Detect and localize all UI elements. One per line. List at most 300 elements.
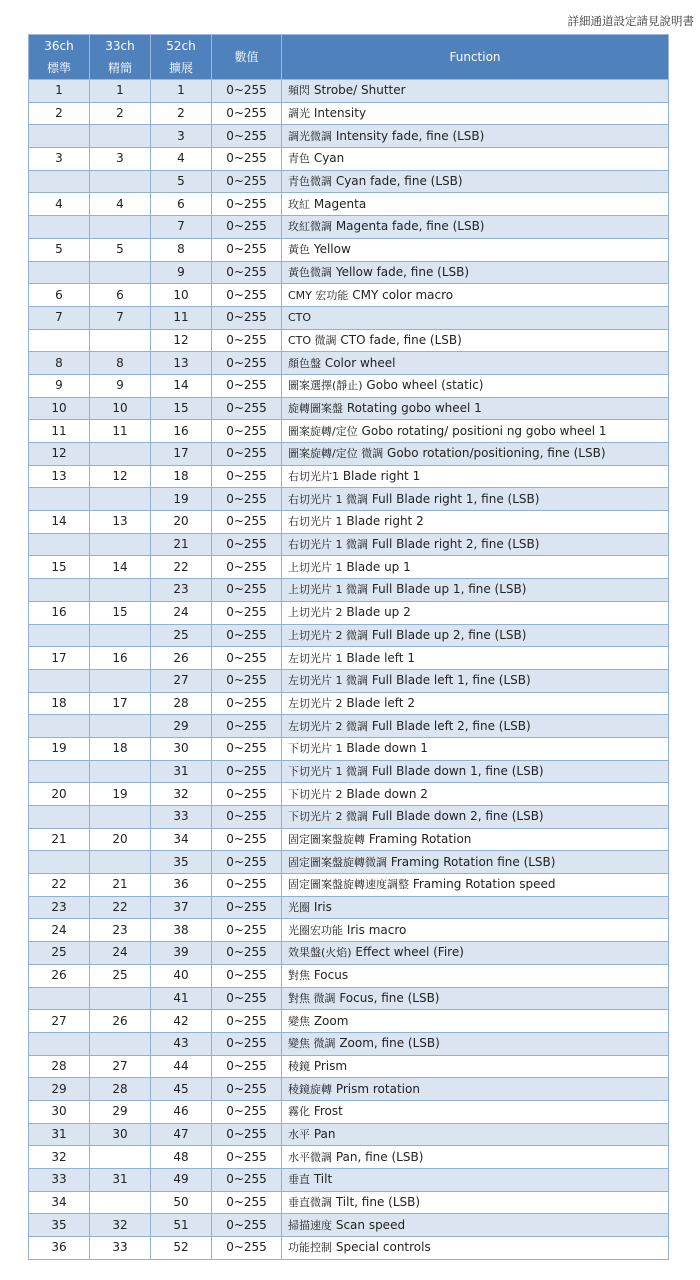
function-english: Framing Rotation speed [412, 877, 556, 892]
channel-52ch: 49 [151, 1169, 212, 1192]
channel-33ch: 6 [90, 284, 151, 307]
channel-33ch [90, 443, 151, 466]
function-chinese: 調光 [288, 107, 310, 121]
function-cell [282, 692, 669, 715]
function-chinese: 旋轉圖案盤 [288, 401, 343, 415]
channel-52ch: 45 [151, 1078, 212, 1101]
channel-33ch [90, 216, 151, 239]
function-chinese: 下切光片 2 [288, 787, 343, 801]
channel-52ch: 31 [151, 760, 212, 783]
channel-36ch: 4 [29, 193, 90, 216]
channel-33ch: 26 [90, 1010, 151, 1033]
table-row [29, 102, 669, 125]
table-row [29, 533, 669, 556]
channel-33ch: 30 [90, 1123, 151, 1146]
function-english: Tilt [313, 1172, 333, 1187]
function-chinese: 變焦 [288, 1014, 310, 1028]
table-row [29, 306, 669, 329]
function-cell [282, 238, 669, 261]
channel-36ch [29, 851, 90, 874]
channel-52ch: 4 [151, 148, 212, 171]
function-english: Pan [313, 1126, 336, 1141]
table-row [29, 193, 669, 216]
channel-33ch: 18 [90, 737, 151, 760]
function-chinese: 光圈宏功能 [288, 923, 343, 937]
channel-33ch [90, 1191, 151, 1214]
function-cell [282, 806, 669, 829]
function-english: Scan speed [335, 1217, 406, 1232]
channel-33ch: 20 [90, 828, 151, 851]
table-row [29, 238, 669, 261]
table-row [29, 284, 669, 307]
channel-52ch: 46 [151, 1100, 212, 1123]
dmx-value-range: 0~255 [212, 284, 282, 307]
function-english: Frost [313, 1104, 343, 1119]
channel-33ch: 17 [90, 692, 151, 715]
channel-52ch: 44 [151, 1055, 212, 1078]
function-cell [282, 1191, 669, 1214]
channel-52ch: 17 [151, 443, 212, 466]
function-cell [282, 828, 669, 851]
channel-33ch: 5 [90, 238, 151, 261]
table-row [29, 624, 669, 647]
function-cell [282, 942, 669, 965]
function-cell [282, 874, 669, 897]
dmx-value-range: 0~255 [212, 987, 282, 1010]
table-row [29, 1146, 669, 1169]
table-row [29, 443, 669, 466]
table-row [29, 261, 669, 284]
function-cell [282, 896, 669, 919]
function-chinese: 上切光片 1 微調 [288, 583, 368, 597]
dmx-value-range: 0~255 [212, 102, 282, 125]
table-header-row [29, 35, 669, 80]
function-chinese: 水平 [288, 1127, 310, 1141]
dmx-value-range: 0~255 [212, 783, 282, 806]
channel-36ch: 35 [29, 1214, 90, 1237]
function-chinese: 上切光片 2 微調 [288, 628, 368, 642]
function-cell [282, 647, 669, 670]
function-english: Cyan [313, 151, 345, 166]
channel-52ch: 13 [151, 352, 212, 375]
function-chinese: 變焦 微調 [288, 1037, 336, 1051]
channel-52ch: 50 [151, 1191, 212, 1214]
channel-52ch: 34 [151, 828, 212, 851]
function-chinese: 左切光片 2 微調 [288, 719, 368, 733]
function-chinese: 頻閃 [288, 84, 310, 98]
dmx-value-range: 0~255 [212, 942, 282, 965]
channel-33ch [90, 851, 151, 874]
function-chinese: 左切光片 1 微調 [288, 674, 368, 688]
table-row [29, 1032, 669, 1055]
channel-33ch [90, 579, 151, 602]
channel-52ch: 15 [151, 397, 212, 420]
function-english: Gobo rotation/positioning, fine (LSB) [387, 446, 606, 461]
dmx-value-range: 0~255 [212, 1100, 282, 1123]
channel-33ch: 2 [90, 102, 151, 125]
channel-33ch: 8 [90, 352, 151, 375]
table-row [29, 1100, 669, 1123]
function-cell [282, 148, 669, 171]
dmx-value-range: 0~255 [212, 1010, 282, 1033]
dmx-value-range: 0~255 [212, 1214, 282, 1237]
table-row [29, 1055, 669, 1078]
channel-36ch: 18 [29, 692, 90, 715]
function-english: Zoom, fine (LSB) [339, 1036, 440, 1051]
dmx-value-range: 0~255 [212, 1191, 282, 1214]
dmx-value-range: 0~255 [212, 806, 282, 829]
dmx-value-range: 0~255 [212, 238, 282, 261]
function-english: Blade right 1 [342, 469, 421, 484]
function-cell [282, 1123, 669, 1146]
function-cell [282, 352, 669, 375]
channel-52ch: 43 [151, 1032, 212, 1055]
table-row [29, 1214, 669, 1237]
dmx-value-range: 0~255 [212, 533, 282, 556]
channel-36ch: 29 [29, 1078, 90, 1101]
channel-52ch: 19 [151, 488, 212, 511]
function-chinese: 上切光片 1 [288, 560, 343, 574]
channel-36ch: 22 [29, 874, 90, 897]
function-english: Blade right 2 [346, 514, 424, 529]
function-english: Effect wheel (Fire) [355, 945, 464, 960]
function-cell [282, 1146, 669, 1169]
table-row [29, 806, 669, 829]
channel-36ch: 8 [29, 352, 90, 375]
table-row [29, 80, 669, 103]
function-english: Special controls [335, 1240, 431, 1255]
channel-36ch: 27 [29, 1010, 90, 1033]
dmx-value-range: 0~255 [212, 1123, 282, 1146]
dmx-value-range: 0~255 [212, 851, 282, 874]
function-chinese: 右切光片 1 微調 [288, 538, 368, 552]
table-row [29, 125, 669, 148]
dmx-value-range: 0~255 [212, 352, 282, 375]
channel-36ch: 16 [29, 601, 90, 624]
channel-33ch: 27 [90, 1055, 151, 1078]
function-cell [282, 579, 669, 602]
function-chinese: 效果盤(火焰) [288, 946, 352, 960]
dmx-value-range: 0~255 [212, 443, 282, 466]
channel-36ch [29, 579, 90, 602]
channel-36ch: 13 [29, 465, 90, 488]
table-row [29, 692, 669, 715]
table-row [29, 669, 669, 692]
function-cell [282, 715, 669, 738]
table-row [29, 737, 669, 760]
table-row [29, 579, 669, 602]
channel-52ch: 1 [151, 80, 212, 103]
channel-33ch [90, 170, 151, 193]
channel-36ch: 31 [29, 1123, 90, 1146]
channel-52ch: 47 [151, 1123, 212, 1146]
channel-33ch [90, 488, 151, 511]
channel-36ch: 17 [29, 647, 90, 670]
channel-33ch [90, 624, 151, 647]
function-chinese: 玫紅微調 [288, 220, 332, 234]
function-cell [282, 420, 669, 443]
function-english: Cyan fade, fine (LSB) [335, 174, 463, 189]
channel-33ch: 3 [90, 148, 151, 171]
table-row [29, 352, 669, 375]
function-cell [282, 284, 669, 307]
table-row [29, 1078, 669, 1101]
function-chinese: 水平微調 [288, 1150, 332, 1164]
channel-52ch: 6 [151, 193, 212, 216]
function-english: Blade left 1 [346, 650, 415, 665]
channel-33ch: 14 [90, 556, 151, 579]
table-row [29, 216, 669, 239]
function-cell [282, 397, 669, 420]
table-row [29, 942, 669, 965]
dmx-value-range: 0~255 [212, 1055, 282, 1078]
channel-52ch: 24 [151, 601, 212, 624]
channel-36ch [29, 216, 90, 239]
function-english: CMY color macro [352, 287, 454, 302]
channel-52ch: 5 [151, 170, 212, 193]
dmx-value-range: 0~255 [212, 1237, 282, 1260]
dmx-value-range: 0~255 [212, 737, 282, 760]
channel-52ch: 11 [151, 306, 212, 329]
channel-36ch: 2 [29, 102, 90, 125]
function-cell [282, 964, 669, 987]
channel-36ch: 30 [29, 1100, 90, 1123]
channel-52ch: 35 [151, 851, 212, 874]
function-cell [282, 783, 669, 806]
function-english: Yellow [313, 242, 351, 257]
dmx-value-range: 0~255 [212, 579, 282, 602]
function-chinese: 黃色微調 [288, 265, 332, 279]
table-row [29, 851, 669, 874]
channel-33ch: 10 [90, 397, 151, 420]
function-cell [282, 851, 669, 874]
channel-52ch: 12 [151, 329, 212, 352]
function-cell [282, 465, 669, 488]
header-36ch: 36ch 標準 [29, 35, 90, 80]
function-english: Full Blade right 2, fine (LSB) [371, 537, 540, 552]
channel-52ch: 2 [151, 102, 212, 125]
function-chinese: 青色微調 [288, 175, 332, 189]
function-english: Prism [313, 1058, 348, 1073]
function-chinese: 垂直 [288, 1173, 310, 1187]
channel-36ch: 34 [29, 1191, 90, 1214]
dmx-value-range: 0~255 [212, 760, 282, 783]
function-chinese: CTO 微調 [288, 333, 337, 347]
function-english: Framing Rotation [368, 832, 472, 847]
dmx-value-range: 0~255 [212, 216, 282, 239]
channel-36ch: 23 [29, 896, 90, 919]
dmx-value-range: 0~255 [212, 420, 282, 443]
function-chinese: 左切光片 1 [288, 651, 343, 665]
manual-reference-note: 詳細通道設定請見說明書 [567, 14, 694, 28]
channel-33ch: 19 [90, 783, 151, 806]
channel-36ch [29, 624, 90, 647]
function-chinese: 左切光片 2 [288, 696, 343, 710]
function-english: Magenta [313, 196, 367, 211]
dmx-value-range: 0~255 [212, 964, 282, 987]
function-cell [282, 511, 669, 534]
function-english: Blade down 1 [346, 741, 428, 756]
dmx-value-range: 0~255 [212, 397, 282, 420]
table-row [29, 148, 669, 171]
function-chinese: 玫紅 [288, 197, 310, 211]
function-chinese: CTO [288, 311, 312, 325]
channel-36ch [29, 806, 90, 829]
function-english: Full Blade down 2, fine (LSB) [371, 809, 544, 824]
channel-36ch: 32 [29, 1146, 90, 1169]
function-english: Strobe/ Shutter [313, 83, 406, 98]
table-row [29, 783, 669, 806]
dmx-value-range: 0~255 [212, 170, 282, 193]
function-english: Focus, fine (LSB) [339, 990, 440, 1005]
table-row [29, 987, 669, 1010]
function-cell [282, 760, 669, 783]
dmx-value-range: 0~255 [212, 556, 282, 579]
function-cell [282, 374, 669, 397]
function-chinese: 對焦 微調 [288, 991, 336, 1005]
function-chinese: 功能控制 [288, 1241, 332, 1255]
channel-33ch: 21 [90, 874, 151, 897]
channel-36ch: 28 [29, 1055, 90, 1078]
table-row [29, 647, 669, 670]
dmx-value-range: 0~255 [212, 511, 282, 534]
dmx-value-range: 0~255 [212, 488, 282, 511]
channel-33ch: 4 [90, 193, 151, 216]
function-chinese: 下切光片 2 微調 [288, 810, 368, 824]
channel-52ch: 20 [151, 511, 212, 534]
channel-36ch: 25 [29, 942, 90, 965]
table-row [29, 1237, 669, 1260]
channel-52ch: 40 [151, 964, 212, 987]
channel-36ch [29, 329, 90, 352]
channel-52ch: 37 [151, 896, 212, 919]
channel-33ch: 1 [90, 80, 151, 103]
function-cell [282, 80, 669, 103]
channel-52ch: 10 [151, 284, 212, 307]
channel-52ch: 14 [151, 374, 212, 397]
channel-52ch: 21 [151, 533, 212, 556]
channel-36ch: 15 [29, 556, 90, 579]
function-chinese: 固定圖案盤旋轉微調 [288, 855, 387, 869]
table-row [29, 715, 669, 738]
table-row [29, 896, 669, 919]
channel-33ch: 28 [90, 1078, 151, 1101]
function-english: Intensity fade, fine (LSB) [335, 128, 485, 143]
function-chinese: CMY 宏功能 [288, 288, 349, 302]
channel-52ch: 9 [151, 261, 212, 284]
function-cell [282, 443, 669, 466]
channel-36ch: 33 [29, 1169, 90, 1192]
function-cell [282, 624, 669, 647]
function-english: Rotating gobo wheel 1 [346, 400, 482, 415]
channel-36ch [29, 533, 90, 556]
function-chinese: 圖案旋轉/定位 [288, 424, 358, 438]
channel-33ch: 16 [90, 647, 151, 670]
function-cell [282, 737, 669, 760]
table-row [29, 556, 669, 579]
channel-52ch: 42 [151, 1010, 212, 1033]
channel-33ch: 24 [90, 942, 151, 965]
header-52ch: 52ch 擴展 [151, 35, 212, 80]
function-chinese: 右切光片1 [288, 470, 339, 484]
channel-33ch: 23 [90, 919, 151, 942]
dmx-value-range: 0~255 [212, 692, 282, 715]
function-cell [282, 306, 669, 329]
channel-52ch: 48 [151, 1146, 212, 1169]
channel-33ch: 25 [90, 964, 151, 987]
function-chinese: 光圈 [288, 901, 310, 915]
channel-36ch [29, 125, 90, 148]
dmx-value-range: 0~255 [212, 1146, 282, 1169]
function-english: Blade down 2 [346, 786, 428, 801]
dmx-value-range: 0~255 [212, 193, 282, 216]
dmx-value-range: 0~255 [212, 919, 282, 942]
channel-33ch [90, 533, 151, 556]
function-english: Full Blade up 1, fine (LSB) [371, 582, 527, 597]
function-english: Magenta fade, fine (LSB) [335, 219, 485, 234]
function-chinese: 下切光片 1 微調 [288, 764, 368, 778]
dmx-value-range: 0~255 [212, 80, 282, 103]
function-cell [282, 102, 669, 125]
function-chinese: 右切光片 1 [288, 515, 343, 529]
channel-36ch [29, 715, 90, 738]
function-english: Prism rotation [335, 1081, 420, 1096]
function-cell [282, 329, 669, 352]
function-cell [282, 261, 669, 284]
channel-33ch [90, 1146, 151, 1169]
dmx-value-range: 0~255 [212, 715, 282, 738]
table-row [29, 374, 669, 397]
channel-36ch: 19 [29, 737, 90, 760]
table-row [29, 488, 669, 511]
dmx-value-range: 0~255 [212, 374, 282, 397]
channel-33ch [90, 125, 151, 148]
channel-33ch: 15 [90, 601, 151, 624]
function-cell [282, 1010, 669, 1033]
channel-52ch: 30 [151, 737, 212, 760]
channel-33ch: 29 [90, 1100, 151, 1123]
header-33ch: 33ch 精簡 [90, 35, 151, 80]
function-english: Gobo wheel (static) [366, 378, 484, 393]
channel-36ch [29, 488, 90, 511]
dmx-value-range: 0~255 [212, 624, 282, 647]
channel-52ch: 29 [151, 715, 212, 738]
table-row [29, 760, 669, 783]
channel-52ch: 41 [151, 987, 212, 1010]
channel-33ch: 22 [90, 896, 151, 919]
channel-33ch: 11 [90, 420, 151, 443]
channel-33ch: 31 [90, 1169, 151, 1192]
channel-33ch [90, 987, 151, 1010]
channel-36ch [29, 261, 90, 284]
function-cell [282, 556, 669, 579]
channel-52ch: 39 [151, 942, 212, 965]
table-row [29, 874, 669, 897]
function-cell [282, 1055, 669, 1078]
function-english: Blade up 2 [346, 605, 411, 620]
channel-36ch: 10 [29, 397, 90, 420]
channel-33ch [90, 760, 151, 783]
function-chinese: 上切光片 2 [288, 606, 343, 620]
dmx-value-range: 0~255 [212, 874, 282, 897]
function-english: Blade left 2 [346, 695, 415, 710]
function-english: CTO fade, fine (LSB) [340, 332, 462, 347]
channel-52ch: 38 [151, 919, 212, 942]
function-cell [282, 193, 669, 216]
channel-52ch: 36 [151, 874, 212, 897]
function-cell [282, 125, 669, 148]
channel-36ch: 12 [29, 443, 90, 466]
